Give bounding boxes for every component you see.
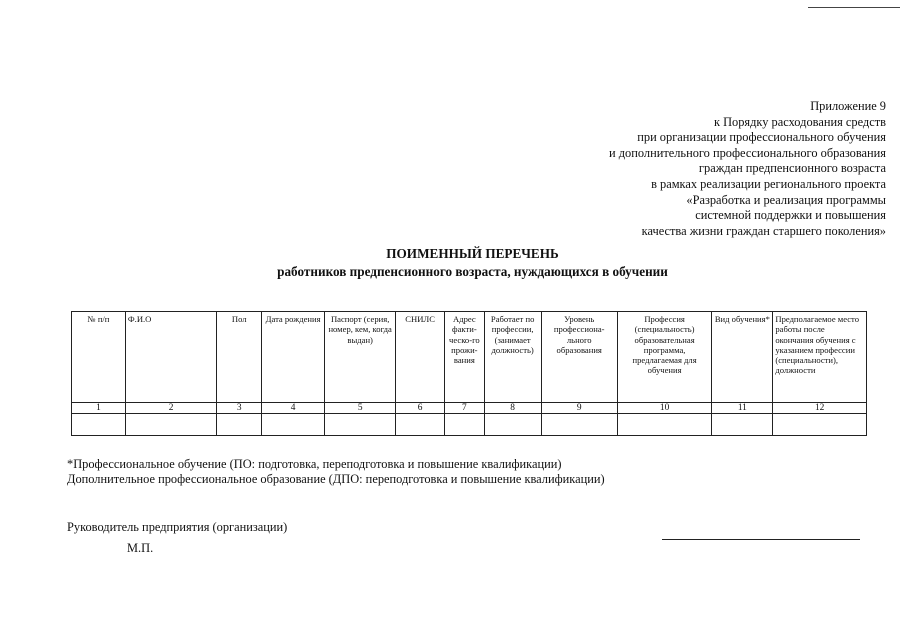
footnotes [67,457,605,487]
document-subtitle: работников предпенсионного возраста, нуждающихся в обучении [277,264,668,279]
footnote-education: Дополнительное профессиональное образование (ДПО: переподготовка и повышение квалификации) [67,471,605,486]
column-number: 1 [72,403,126,414]
column-header: СНИЛС [396,312,445,403]
column-number: 11 [712,403,773,414]
table-cell[interactable] [773,414,867,436]
stamp-label: М.П. [127,541,154,555]
appendix-block [609,99,886,239]
signature-line [662,539,860,540]
table-cell[interactable] [217,414,262,436]
column-header: Предполагаемое место работы после окончания обучения с указанием профессии (специальности), должности [773,312,867,403]
column-number: 4 [262,403,325,414]
table-cell[interactable] [72,414,126,436]
column-header: Вид обучения* [712,312,773,403]
signature-label: Руководитель предприятия (организации) [67,520,288,534]
column-header: Профессия (специальность) образовательная программа, предлагаемая для обучения [617,312,712,403]
column-number: 7 [445,403,485,414]
document-title: ПОИМЕННЫЙ ПЕРЕЧЕНЬ [386,246,559,261]
column-number: 2 [125,403,216,414]
column-header: Адрес факти-ческо-го прожи-вания [445,312,485,403]
table-cell[interactable] [396,414,445,436]
footnote-training: *Профессиональное обучение (ПО: подготовка, переподготовка и повышение квалификации) [67,457,562,471]
table-numbering-row [72,403,867,414]
table-cell[interactable] [325,414,396,436]
column-number: 8 [484,403,541,414]
column-header: Работает по профессии, (занимает должность) [484,312,541,403]
column-number: 5 [325,403,396,414]
column-number: 6 [396,403,445,414]
column-number: 10 [617,403,712,414]
table-cell[interactable] [262,414,325,436]
column-number: 12 [773,403,867,414]
appendix-line: «Разработка и реализация программы [686,192,886,207]
appendix-line: и дополнительного профессионального образования [609,145,886,160]
register-table [71,311,867,436]
column-header: Уровень профессиона-льного образования [541,312,617,403]
column-header: Ф.И.О [125,312,216,403]
table-cell[interactable] [125,414,216,436]
appendix-line: при организации профессионального обучения [637,130,886,145]
appendix-line: к Порядку расходования средств [713,114,886,129]
appendix-line: Приложение 9 [810,99,886,113]
top-rule [808,7,900,8]
table-header-row [72,312,867,403]
table-cell[interactable] [541,414,617,436]
column-number: 9 [541,403,617,414]
column-header: Пол [217,312,262,403]
table-cell[interactable] [617,414,712,436]
table-cell[interactable] [712,414,773,436]
column-header: № п/п [72,312,126,403]
appendix-line: в рамках реализации регионального проекта [651,176,886,191]
appendix-line: граждан предпенсионного возраста [698,161,886,176]
table-cell[interactable] [445,414,485,436]
column-header: Дата рождения [262,312,325,403]
appendix-line: качества жизни граждан старшего поколения» [641,223,886,238]
table-row-empty [72,414,867,436]
column-number: 3 [217,403,262,414]
column-header: Паспорт (серия, номер, кем, когда выдан) [325,312,396,403]
appendix-line: системной поддержки и повышения [695,208,886,223]
table-cell[interactable] [484,414,541,436]
